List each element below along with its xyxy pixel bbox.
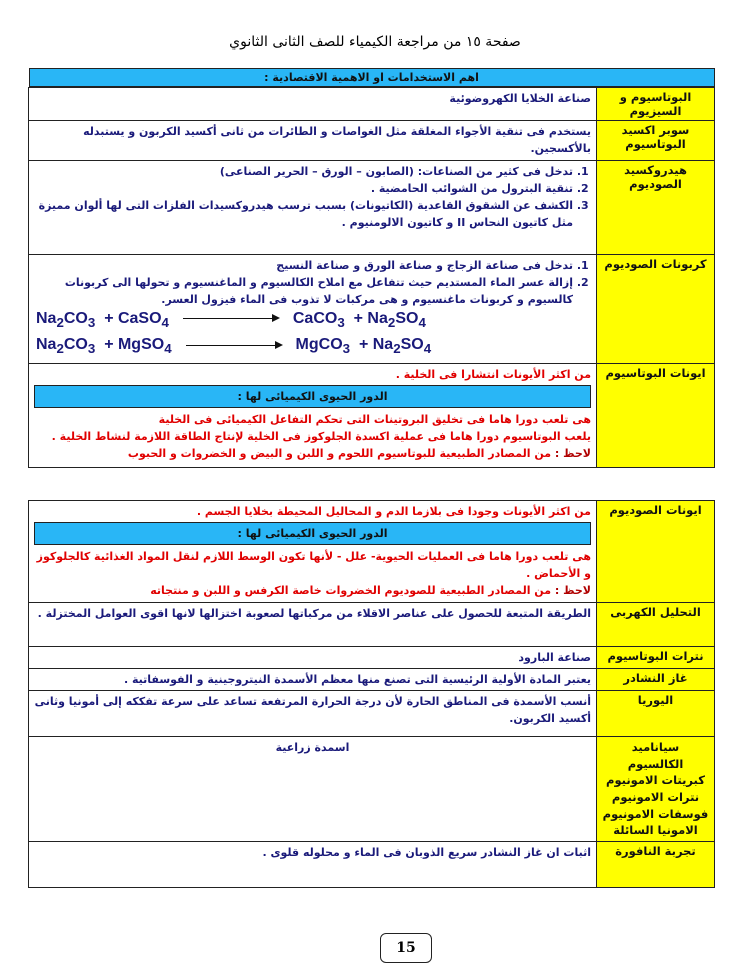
row-k-ion: [29, 363, 715, 467]
equation-2: $Na_2CO_3$ + MgSO$_4$ MgCO$_3$ + $Na_2SO_4$: [36, 336, 432, 357]
role-banner: الدور الحيوى الكيميائى لها :: [34, 385, 591, 408]
row-name: غاز النشادر: [597, 669, 715, 691]
row-text: من اكثر الأيونات انتشارا فى الخلية . الدور الحيوى الكيميائى لها : هى تلعب دورا هاما فى تخليق البروتينات التى تحكم التفاعل الكيميائى فى الخلية يلعب البوتاسيوم دورا هاما فى عملية اكسدة الجلوكوز فى الخلية لإنتاج الطاقة اللازمة لنشاط الخلية . لاحظ : من المصادر الطبيعية للبوتاسيوم اللحوم و اللبن و البيض و الخضروات و الحبوب: [29, 363, 597, 467]
row-name: كربونات الصوديوم: [597, 255, 715, 364]
row-text: اسمدة زراعية: [29, 737, 597, 842]
arrow-icon: [183, 318, 278, 319]
row-text: من اكثر الأيونات وجودا فى بلازما الدم و المحاليل المحيطة بخلايا الجسم . الدور الحيوى الكيميائى لها : هى تلعب دورا هاما فى العمليات الحيوية- علل - لأنها تكون الوسط اللازم لنقل المواد الغذائية كالجلوكوز و الأحماض . لاحظ : من المصادر الطبيعية للصوديوم الخضروات خاصة الكرفس و اللبن و منتجاته: [29, 501, 597, 603]
row-name: هيدروكسيد الصوديوم: [597, 161, 715, 255]
list-item: 1. تدخل فى كثير من الصناعات: (الصابون – الورق – الحرير الصناعى): [34, 163, 573, 180]
row-name: تجربة النافورة: [597, 842, 715, 888]
row-fountain: [29, 842, 715, 888]
uses-table-1: [28, 68, 715, 468]
row-text: صناعة البارود: [29, 647, 597, 669]
row-nh3: [29, 669, 715, 691]
row-naoh: [29, 161, 715, 255]
arrow-icon: [186, 345, 281, 346]
row-list: [29, 161, 597, 255]
row-name: ايونات البوتاسيوم: [597, 363, 715, 467]
list-item: 1. تدخل فى صناعة الزجاج و صناعة الورق و صناعة النسيج: [34, 257, 573, 274]
row-text: اثبات ان غاز النشادر سريع الذوبان فى الماء و محلوله قلوى .: [29, 842, 597, 888]
row-name: البوتاسيوم و السيزيوم: [597, 88, 715, 121]
row-electrolysis: [29, 603, 715, 647]
row-urea: [29, 691, 715, 737]
list-item: 2. تنقية البترول من الشوائب الحامضية .: [34, 180, 573, 197]
section-banner: اهم الاستخدامات او الاهمية الاقتصادية :: [29, 68, 715, 87]
list-item: 3. الكشف عن الشقوق القاعدية (الكاتيونات) بسبب ترسب هيدروكسيدات الفلزات التى لها ألوان مميزة مثل كاتيون النحاس II و كاتيون الالومنيوم .: [34, 197, 573, 231]
list-item: 2. إزالة عسر الماء المستديم حيث تتفاعل مع املاح الكالسيوم و الماغنسيوم و تحولها الى كربونات كالسيوم و كربونات ماغنسيوم و هى مركبات لا تذوب فى الماء فيزول العسر.: [34, 274, 573, 308]
row-kno3: [29, 647, 715, 669]
page-number: 15: [380, 933, 432, 963]
row-name: سوبر اكسيد البوتاسيوم: [597, 121, 715, 161]
row-name: ايونات الصوديوم: [597, 501, 715, 603]
row-text: الطريقة المتبعة للحصول على عناصر الاقلاء من مركباتها لصعوبة اختزالها لانها اقوى العوامل المختزلة .: [29, 603, 597, 647]
row-k-cs: [29, 88, 715, 121]
row-text: أنسب الأسمدة فى المناطق الحارة لأن درجة الحرارة المرتفعة تساعد على سرعة تفككه إلى أمونيا وثانى أكسيد الكربون.: [29, 691, 597, 737]
row-text: صناعة الخلايا الكهروضوئية: [29, 88, 597, 121]
row-list: [29, 255, 597, 364]
row-text: يستخدم فى تنقية الأجواء المغلقة مثل الغواصات و الطائرات من ثانى أكسيد الكربون و يستبدله بالأكسجين.: [29, 121, 597, 161]
row-name: التحليل الكهربى: [597, 603, 715, 647]
page-title: صفحة ١٥ من مراجعة الكيمياء للصف الثانى الثانوي: [229, 34, 521, 50]
row-na2co3: [29, 255, 715, 364]
row-name: سياناميد الكالسيوم كبريتات الامونيوم نترات الامونيوم فوسفات الامونيوم الامونيا السائلة: [597, 737, 715, 842]
row-name: نترات البوتاسيوم: [597, 647, 715, 669]
equation-1: $Na_2CO_3$ + CaSO$_4$ CaCO$_3$ + $Na_2SO_4$: [36, 310, 426, 331]
row-text: يعتبر المادة الأولية الرئيسية التى تصنع منها معظم الأسمدة النيتروجينية و الفوسفاتية .: [29, 669, 597, 691]
row-fertilizers: [29, 737, 715, 842]
row-ko2: [29, 121, 715, 161]
role-banner: الدور الحيوى الكيميائى لها :: [34, 522, 591, 545]
row-na-ion: [29, 501, 715, 603]
row-name: اليوريا: [597, 691, 715, 737]
uses-table-2: [28, 500, 715, 888]
